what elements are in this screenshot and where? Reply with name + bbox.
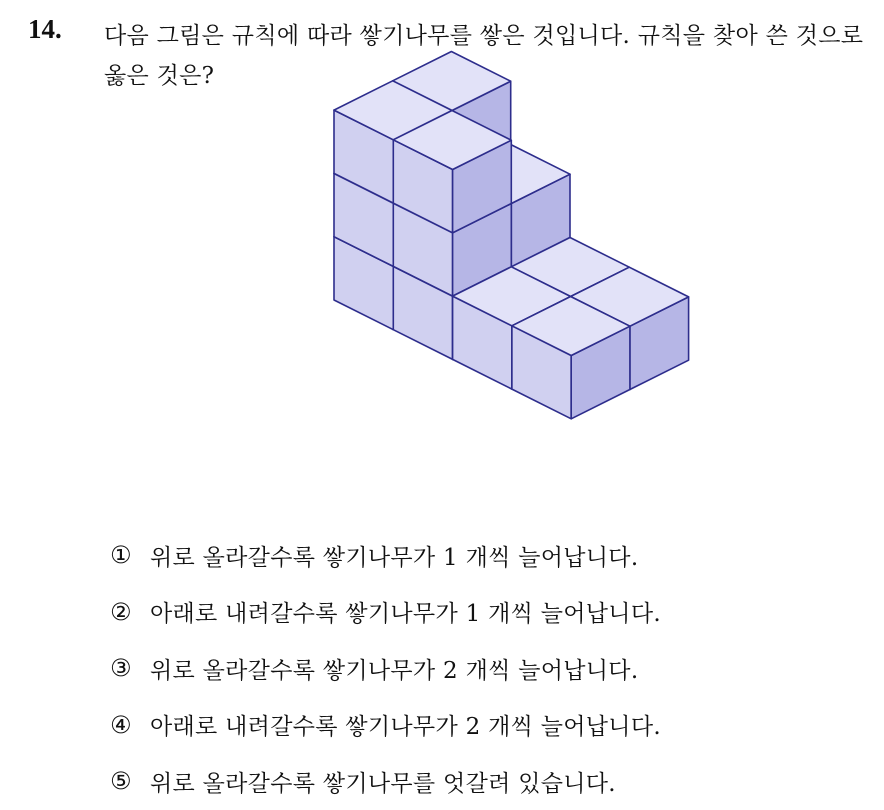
cube-1-0-0-top [393,237,511,296]
choice-2-text: 아래로 내려갈수록 쌓기나무가 1 개씩 늘어납니다. [150,601,661,628]
cube-3-1-0-side [630,297,689,390]
choice-1[interactable] [110,527,850,584]
cube-1-0-1-front [393,203,452,296]
cube-0-0-2-side [393,111,452,204]
cube-0-1-0-top [393,178,511,237]
cube-2-0-0-front [453,296,512,389]
cube-3-1-0-front [571,297,630,390]
question-text: 다음 그림은 규칙에 따라 쌓기나무를 쌓은 것입니다. 규칙을 찾아 쓴 것으로 옳은 것은? [104,23,864,89]
choice-5-text: 위로 올라갈수록 쌓기나무를 엇갈려 있습니다. [150,770,616,797]
cube-1-1-1-front [452,174,511,267]
cube-3-1-0-top [571,267,689,326]
cube-3-0-0-top [512,297,630,356]
cube-1-1-0-side [511,238,570,331]
cube-0-1-1-side [452,145,511,238]
cube-1-1-1-side [511,174,570,267]
cube-1-0-0-side [453,267,512,360]
choice-3[interactable] [110,640,850,697]
cube-0-0-0-top [334,207,452,266]
cube-1-1-1-top [452,145,570,204]
choice-4[interactable] [110,697,850,754]
cube-0-0-0-side [393,237,452,330]
cube-1-0-2-side [453,140,512,233]
cube-1-0-2-front [393,140,452,233]
cube-0-0-0-front [334,237,393,330]
choice-5-mark: ⑤ [110,767,132,796]
cube-0-0-1-top [334,144,452,203]
cube-0-1-1-front [393,144,452,237]
choice-1-mark: ① [110,541,132,570]
cube-0-1-0-front [393,207,452,300]
cube-0-0-2-front [334,110,393,203]
answer-choices [110,527,850,810]
question-number: 14. [28,14,62,44]
choice-4-mark: ④ [110,710,132,739]
choice-4-text: 아래로 내려갈수록 쌓기나무가 2 개씩 늘어납니다. [150,714,661,741]
cube-2-1-0-front [511,267,570,360]
cube-3-0-0-side [571,326,630,419]
choice-5[interactable] [110,753,850,810]
cube-1-0-1-top [393,174,511,233]
cube-3-0-0-front [512,326,571,419]
choice-2[interactable] [110,584,850,641]
choice-2-mark: ② [110,597,132,626]
choice-1-text: 위로 올라갈수록 쌓기나무가 1 개씩 늘어납니다. [150,544,639,571]
cube-0-0-1-side [393,174,452,267]
cube-2-0-0-side [512,297,571,390]
cube-1-0-2-top [393,111,511,170]
cube-2-1-0-top [511,238,629,297]
choice-3-text: 위로 올라갈수록 쌓기나무가 2 개씩 늘어납니다. [150,657,639,684]
cube-0-1-0-side [452,208,511,301]
cube-1-1-0-front [452,237,511,330]
cube-0-1-1-top [393,115,511,174]
cube-1-1-0-top [452,208,570,267]
cube-1-0-1-side [453,204,512,297]
choice-3-mark: ③ [110,654,132,683]
cube-1-0-0-front [393,266,452,359]
cube-2-1-0-side [571,267,630,360]
cube-0-0-1-front [334,173,393,266]
cube-2-0-0-top [453,267,571,326]
